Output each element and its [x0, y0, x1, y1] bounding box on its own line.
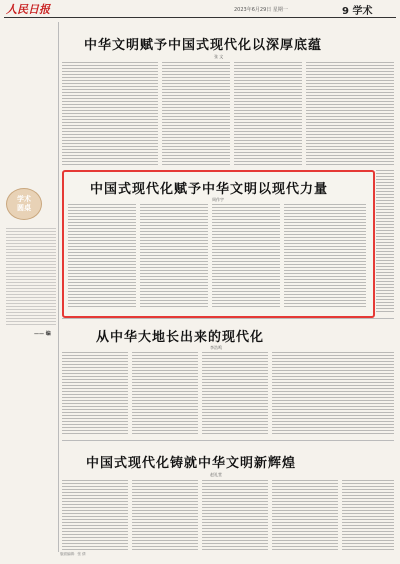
badge-line-2: 圆桌 — [17, 203, 31, 212]
sidebar-divider — [58, 22, 59, 552]
newspaper-name: 人民日报 — [6, 3, 50, 16]
article-4-col-3 — [202, 480, 268, 550]
article-1-byline: 张 文 — [214, 54, 224, 59]
sidebar-editor-note — [6, 228, 56, 326]
masthead-rule — [4, 17, 396, 18]
article-3-col-4 — [272, 352, 394, 436]
sidebar-author: —— 编 — [34, 331, 51, 337]
article-1-col-2 — [162, 62, 230, 166]
badge-line-1: 学术 — [17, 194, 31, 203]
article-4-col-2 — [132, 480, 198, 550]
article-3-col-1 — [62, 352, 128, 436]
article-4-col-4 — [272, 480, 338, 550]
section-divider-2 — [62, 440, 394, 441]
article-4-col-5 — [342, 480, 394, 550]
article-2-col-1 — [68, 204, 136, 308]
article-1-col-3 — [234, 62, 302, 166]
article-3-col-3 — [202, 352, 268, 436]
page-label: 9 学术 — [342, 6, 373, 17]
article-2-col-3 — [212, 204, 280, 308]
right-column-continuation — [376, 170, 394, 314]
article-2-col-2 — [140, 204, 208, 308]
article-2-col-4 — [284, 204, 366, 308]
article-3-headline: 从中华大地长出来的现代化 — [96, 330, 265, 345]
article-2-byline: 周作宇 — [212, 197, 224, 202]
article-1-col-4 — [306, 62, 394, 166]
article-4-col-1 — [62, 480, 128, 550]
section-divider-1 — [62, 318, 394, 319]
page-editor-credit: 版面编辑：张 倩 — [60, 552, 86, 556]
article-4-byline: 赵礼堂 — [210, 472, 222, 477]
masthead — [4, 2, 396, 18]
article-4-headline: 中国式现代化铸就中华文明新辉煌 — [86, 456, 297, 471]
article-3-col-2 — [132, 352, 198, 436]
article-1-col-1 — [62, 62, 158, 166]
academic-roundtable-badge — [6, 188, 42, 220]
article-1-headline: 中华文明赋予中国式现代化以深厚底蕴 — [84, 38, 323, 53]
issue-date: 2023年6月29日 星期一 — [234, 7, 288, 13]
article-3-byline: 李浩鸣 — [210, 345, 222, 350]
article-2-headline: 中国式现代化赋予中华文明以现代力量 — [90, 182, 329, 197]
